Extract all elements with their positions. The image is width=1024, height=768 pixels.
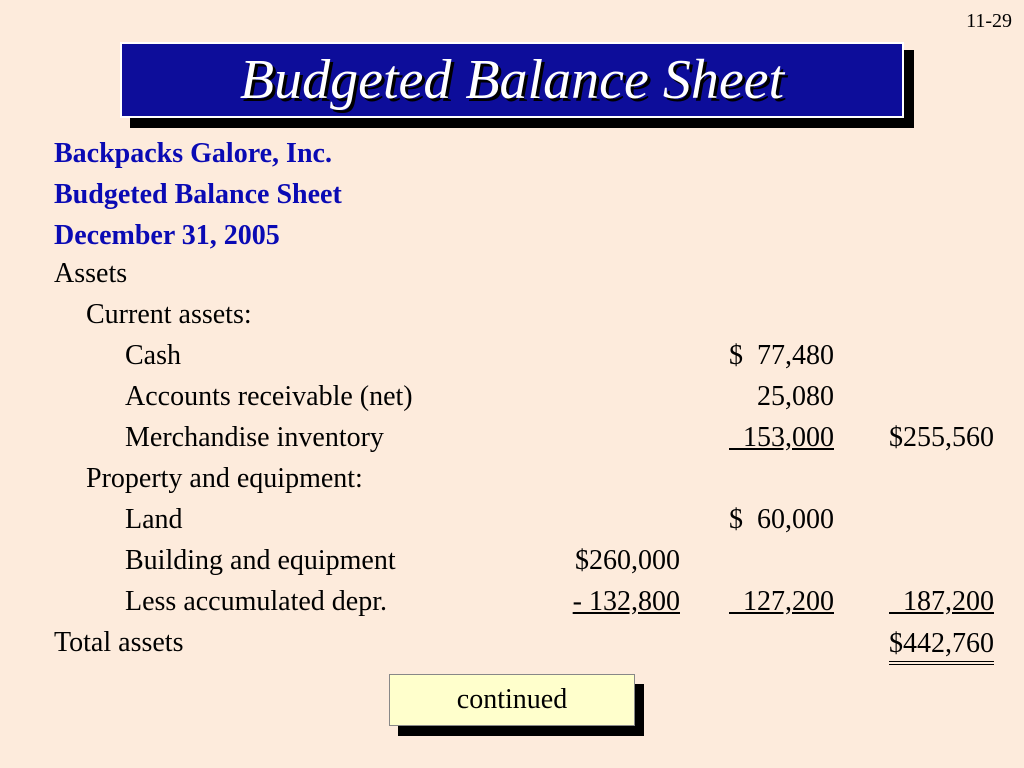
amount-cash: $ 77,480 [729,340,834,371]
row-label: Accounts receivable (net) [125,381,413,412]
row-accumulated-depr [0,586,1024,626]
subtotal-current-assets: $255,560 [889,422,994,453]
row-label: Cash [125,340,181,371]
row-label: Land [125,504,183,535]
total-assets-amount: $442,760 [889,627,994,665]
slide-number: 11-29 [966,10,1012,32]
row-assets [0,258,1024,298]
row-cash [0,340,1024,380]
amount-net-building: 127,200 [729,586,834,617]
amount-merchandise-inventory: 153,000 [729,422,834,453]
amount-land: $ 60,000 [729,504,834,535]
slide-title: Budgeted Balance Sheet [239,49,785,111]
amount-building-equipment: $260,000 [575,545,680,576]
row-label: Assets [54,258,128,289]
title-banner [120,42,904,118]
row-current-assets [0,299,1024,339]
statement-name: Budgeted Balance Sheet [54,179,342,210]
row-label: Less accumulated depr. [125,586,388,617]
row-label: Building and equipment [125,545,396,576]
row-label: Current assets: [86,299,252,330]
amount-accumulated-depr: - 132,800 [572,586,680,617]
continued-button[interactable] [389,674,635,726]
row-property-equipment [0,463,1024,503]
row-label: Property and equipment: [86,463,363,494]
row-total-assets [0,627,1024,667]
amount-accounts-receivable: 25,080 [757,381,834,412]
subtotal-property-equipment: 187,200 [889,586,994,617]
row-label: Merchandise inventory [125,422,384,453]
row-label: Total assets [54,627,184,658]
continued-label: continued [456,684,568,715]
row-land [0,504,1024,544]
statement-date: December 31, 2005 [54,220,280,251]
company-name: Backpacks Galore, Inc. [54,138,332,169]
row-accounts-receivable [0,381,1024,421]
row-merchandise-inventory [0,422,1024,462]
row-building-equipment [0,545,1024,585]
